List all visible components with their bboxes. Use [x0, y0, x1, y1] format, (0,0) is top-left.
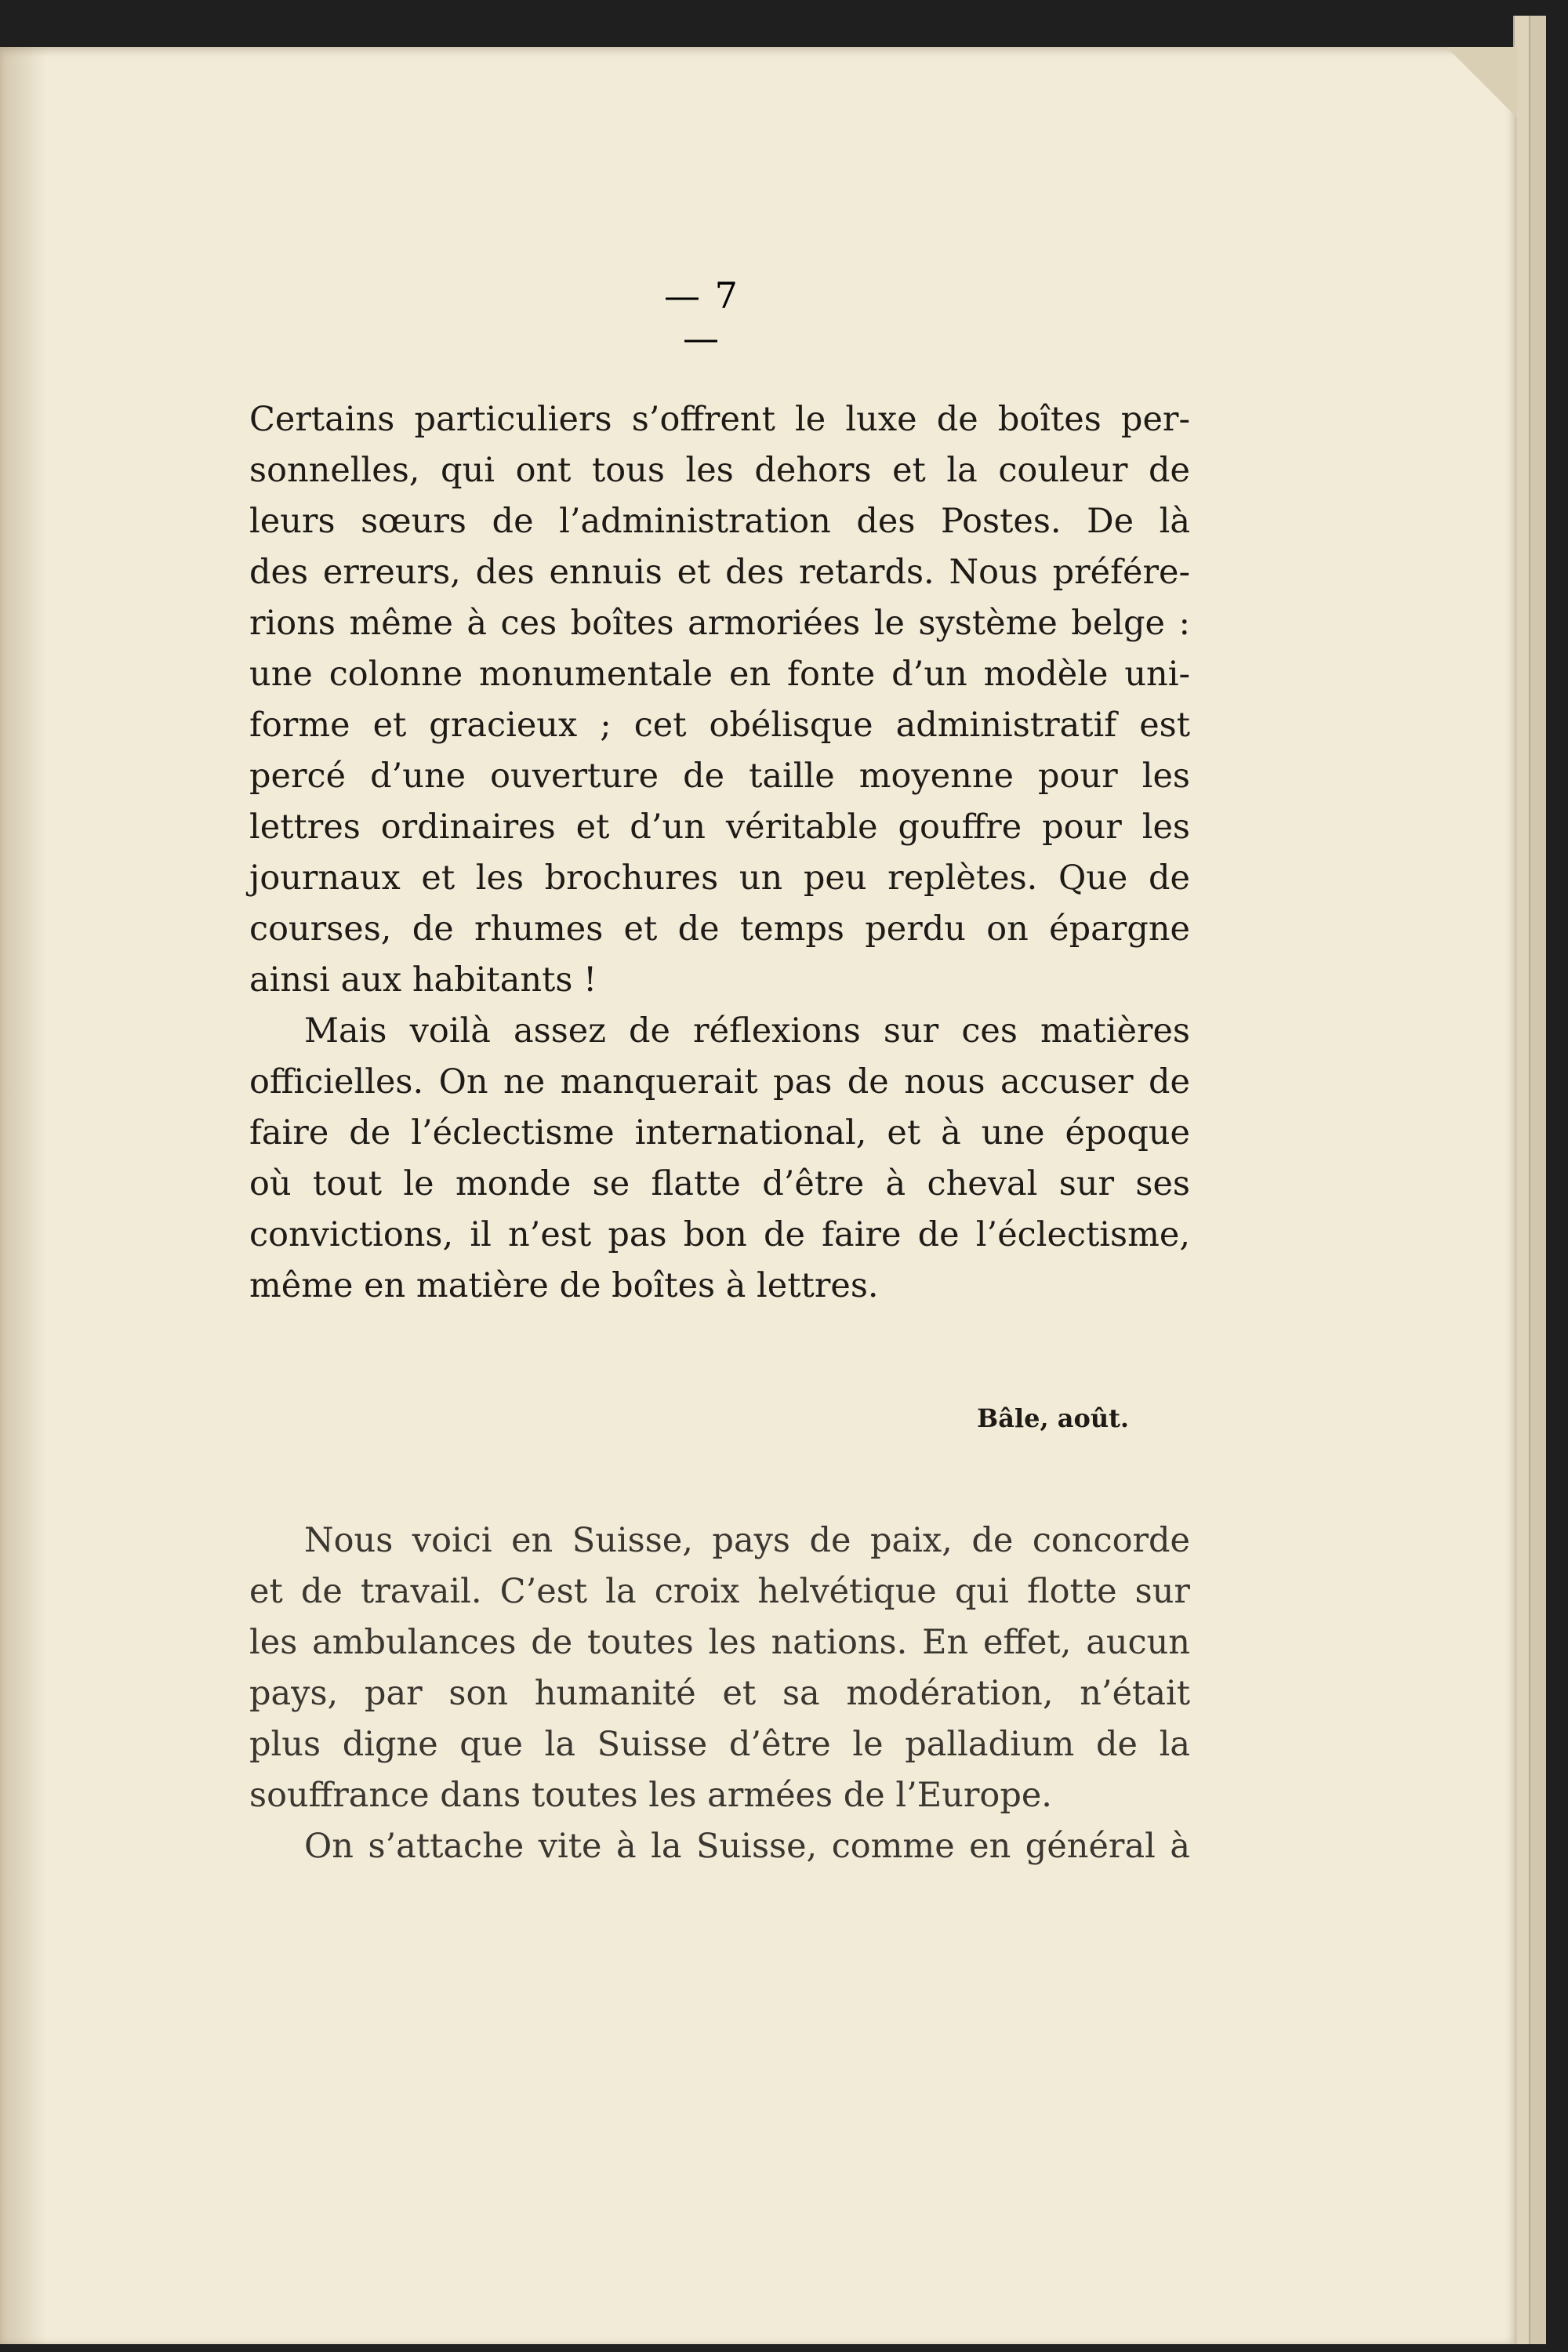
text-line: plus digne que la Suisse d’être le palladium de la [249, 1725, 1190, 1764]
text-line: et de travail. C’est la croix helvétique qui flotte sur [249, 1572, 1190, 1611]
page-number: — 7 — [664, 274, 739, 359]
text-line: convictions, il n’est pas bon de faire de l’éclectisme, [249, 1215, 1190, 1254]
binding-gutter [0, 47, 47, 2344]
text-line: On s’attache vite à la Suisse, comme en général à [304, 1827, 1190, 1866]
text-line: leurs sœurs de l’administration des Postes. De là [249, 502, 1190, 541]
text-line: percé d’une ouverture de taille moyenne pour les [249, 757, 1190, 796]
text-line: une colonne monumentale en fonte d’un modèle uni- [249, 655, 1190, 694]
text-line: Mais voilà assez de réflexions sur ces matières [304, 1011, 1190, 1051]
paragraph-4 [249, 1821, 1190, 1872]
page-stack-edge [1529, 16, 1546, 2344]
text-line: même en matière de boîtes à lettres. [249, 1266, 879, 1305]
paragraph-1 [249, 394, 1190, 1006]
text-line: des erreurs, des ennuis et des retards. Nous préfére- [249, 553, 1190, 592]
text-line: rions même à ces boîtes armoriées le système belge : [249, 604, 1190, 643]
text-line: ainsi aux habitants ! [249, 960, 597, 1000]
text-line: Certains particuliers s’offrent le luxe de boîtes per- [249, 400, 1190, 439]
text-line: où tout le monde se flatte d’être à cheval sur ses [249, 1164, 1190, 1203]
paragraph-2 [249, 1006, 1190, 1312]
text-line: Nous voici en Suisse, pays de paix, de concorde [304, 1521, 1190, 1560]
text-line: pays, par son humanité et sa modération, n’était [249, 1674, 1190, 1713]
text-line: faire de l’éclectisme international, et à une époque [249, 1113, 1190, 1152]
text-line: souffrance dans toutes les armées de l’Europe. [249, 1776, 1052, 1815]
paragraph-3 [249, 1515, 1190, 1821]
dateline: Bâle, août. [977, 1403, 1129, 1433]
text-line: les ambulances de toutes les nations. En effet, aucun [249, 1623, 1190, 1662]
corner-fold [1446, 47, 1517, 118]
text-line: courses, de rhumes et de temps perdu on épargne [249, 909, 1190, 949]
text-line: journaux et les brochures un peu replètes. Que de [249, 858, 1190, 898]
text-line: forme et gracieux ; cet obélisque administratif est [249, 706, 1190, 745]
text-line: sonnelles, qui ont tous les dehors et la couleur de [249, 451, 1190, 490]
text-line: lettres ordinaires et d’un véritable gouffre pour les [249, 808, 1190, 847]
text-line: officielles. On ne manquerait pas de nous accuser de [249, 1062, 1190, 1102]
